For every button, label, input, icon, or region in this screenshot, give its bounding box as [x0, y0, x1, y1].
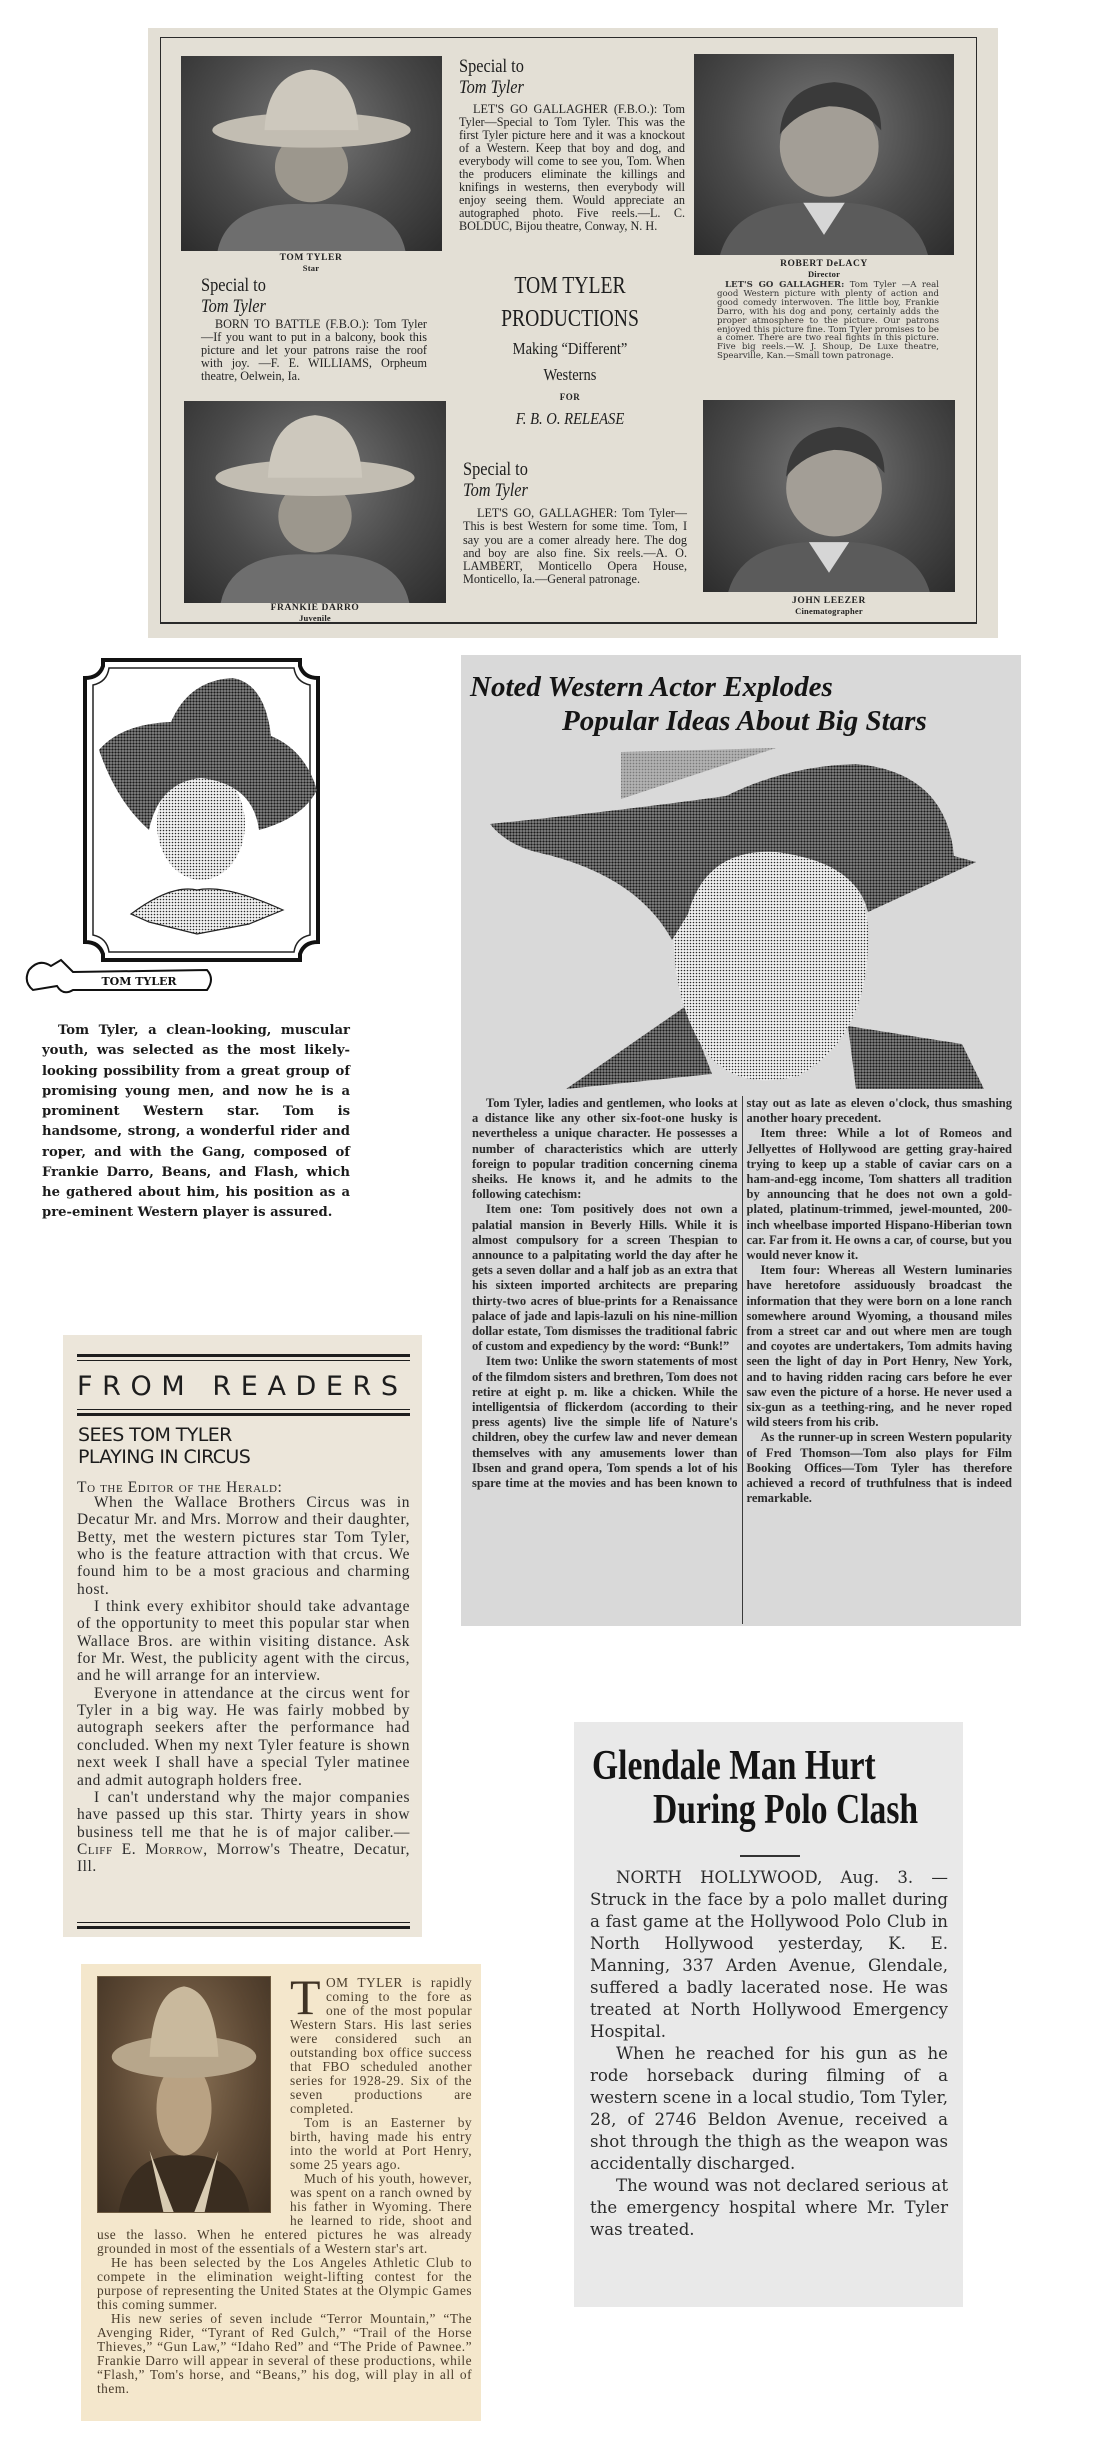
photo-tom-tyler — [181, 56, 442, 251]
review-right — [717, 281, 939, 361]
ad-title-line-1: TOM TYLER — [514, 273, 626, 299]
review-heading: Special to — [201, 275, 266, 296]
profile-text — [97, 1969, 472, 2396]
article-paragraph: As the runner-up in screen Western popularity of Fred Thomson—Tom also plays for Film Booking Offices—Tom Tyler has therefore achieved a record of truthfulness that is indeed remarkable. — [746, 1430, 1012, 1506]
letter-paragraph: When the Wallace Brothers Circus was in Decatur Mr. and Mrs. Morrow and their daughter, Betty, met the western pictures star Tom Tyler, who is the feature attraction with that crcus. We found him to be a most gracious and charming host. — [77, 1494, 410, 1598]
ad-tagline-1: Making “Different” — [512, 339, 628, 358]
profile-photo — [97, 1976, 271, 2213]
review-bottom — [463, 459, 687, 587]
caption-role: Cinematographer — [795, 606, 863, 616]
caption-role: Director — [807, 269, 841, 279]
caption-role: Juvenile — [299, 613, 331, 623]
profile-paragraph: His new series of seven include “Terror Mountain,” “The Avenging Rider, “Tyrant of Red Gulch,” “Trail of the Horse Thieves,” “Gun Law,” “Idaho Red” and “The Pride of Pawnee.” Frankie Darro will appear in several of these productions, while “Flash,” Tom's horse, and “Beans,” his dog, will play in all of them. — [97, 2311, 472, 2396]
signature-name: Cliff E. Morrow — [77, 1840, 204, 1858]
ad-release-label: F. B. O. RELEASE — [515, 409, 625, 428]
caption-name: JOHN LEEZER — [792, 596, 866, 606]
letter-body — [77, 1494, 410, 1876]
review-text — [201, 318, 427, 383]
from-readers-letter — [63, 1335, 422, 1937]
news-paragraph: NORTH HOLLYWOOD, Aug. 3. —Struck in the face by a polo mallet during a fast game at the Hollywood Polo Club in North Hollywood yesterday, K. E. Manning, 337 Arden Avenue, Glendale, suffered a badly lacerated nose. He was treated at North Hollywood Emergency Hospital. — [590, 1868, 948, 2041]
drop-cap: T — [290, 1969, 321, 2025]
article-paragraph: Item two: Unlike the sworn statements of most of the filmdom sisters and brethren, Tom does not retire at eight p. m. like a chicken. While the intelligentsia of flickerdom (according to their press agents) live the simple life of Nature's children, obey the curfew law and never demean themselves with any amusements lower than Ibsen and grand opera, Tom spends a lot of his spare time at the movies and has been known to stay out as late as eleven o'clock, thus smashing another hoary precedent. — [472, 1096, 1012, 1491]
review-top — [459, 56, 685, 233]
article-columns — [472, 1096, 1012, 1624]
divider — [77, 1360, 410, 1361]
letter-paragraph: I think every exhibitor should take advantage of the opportunity to meet this popular star when Wallace Bros. are within visiting distance. Ask for Mr. West, the publicity agent with the circus, and he will arrange for an interview. — [77, 1598, 410, 1685]
review-body: Tom Tyler—This is best Western for some time. Tom, I say you are a comer already here. The dog and boy are also fine. Six reels.—A. O. LAMBERT, Monticello Opera House, Monticello, Ia.—General patronage. — [463, 506, 687, 587]
profile-paragraph: Tom is an Easterner by birth, having made his entry into the world at Port Henry, some 25 years ago. — [290, 2115, 472, 2172]
review-subheading: Tom Tyler — [201, 296, 266, 317]
ad-title-line-2: PRODUCTIONS — [501, 306, 639, 332]
review-heading: Special to — [463, 459, 528, 480]
profile-lead: OM TYLER is rapidly coming to the fore as one of the most popular Western Stars. His last series were considered such an outstanding box office success that FBO scheduled another series for 1928-29. Six of the seven productions are completed. — [290, 1975, 472, 2116]
portrait-icon — [181, 56, 442, 251]
review-body: Tom Tyler—If you want to put in a balcony, book this picture and let your patrons raise the roof with joy. —F. E. WILLIAMS, Orpheum theatre, Oelwein, Ia. — [201, 317, 427, 383]
review-text — [463, 507, 687, 587]
newspaper-sketch-portrait — [21, 652, 331, 1002]
caption-name: TOM TYLER — [279, 253, 343, 263]
divider — [77, 1354, 410, 1357]
news-body — [590, 1867, 948, 2241]
caption-robert-delacy — [714, 259, 934, 279]
halftone-portrait-icon — [476, 744, 994, 1095]
caption-frankie-darro — [205, 603, 425, 623]
article-photo — [476, 744, 994, 1095]
review-title: LET'S GO GALLAGHER: — [725, 280, 845, 290]
divider — [77, 1409, 410, 1410]
news-headline-line-1: Glendale Man Hurt — [592, 1743, 876, 1789]
divider — [77, 1413, 410, 1416]
review-left — [201, 275, 427, 383]
review-body: Tom Tyler —A real good Western picture with plenty of action and good comedy interwoven. The little boy, Frankie Darro, with his dog and pony, certainly adds the proper atmosphere to the picture. Our patrons enjoyed this picture fine. Tom Tyler promises to be a comer. There are two real fights in this picture. Five big reels.—W. J. Shoup, De Luxe theatre, Spearville, Kan.—Small town patronage. — [717, 280, 940, 362]
article-paragraph: Item four: Whereas all Western luminaries have heretofore assiduously broadcast the information that they were born on a lone ranch somewhere around Wyoming, a thousand miles from a street car and out where men are tough and coyotes are undertakers, Tom admits having seen the light of day in Port Henry, New York, and to having ridden racing cars before he ever saw even the picture of a horse. He never used a six-gun as a teething-ring, and he never roped wild steers from his crib. — [746, 1263, 1012, 1430]
review-heading: Special to — [459, 56, 524, 77]
glendale-news-clipping — [574, 1722, 963, 2307]
caption-tom-tyler — [201, 253, 421, 273]
fbo-trade-ad-clipping — [148, 28, 998, 638]
divider — [77, 1922, 410, 1923]
article-paragraph: Item three: While a lot of Romeos and Jellyettes of Hollywood are getting gray-haired trying to keep up a stable of caviar cars on a ham-and-egg income, Tom shatters all tradition by announcing that he does not own a gold-plated, platinum-trimmed, jewel-mounted, 200-inch wheelbase imported Hispano-Hiberian town car. Far from it. He owns a car, of course, but you would never know it. — [746, 1126, 1012, 1263]
caption-john-leezer — [719, 596, 939, 616]
article-headline-line-1: Noted Western Actor Explodes — [470, 671, 833, 703]
review-title: LET'S GO, GALLAGHER: — [477, 506, 618, 520]
section-title: FROM READERS — [77, 1371, 408, 1402]
review-title: BORN TO BATTLE (F.B.O.): — [215, 317, 370, 331]
review-text — [717, 281, 939, 361]
caption-role: Star — [302, 263, 320, 273]
newspaper-blurb: Tom Tyler, a clean-looking, muscular youth, was selected as the most likely-looking possibility from a great group of promising young men, and now he is a prominent Western star. Tom is handsome, strong, a wonderful rider and roper, and with the Gang, composed of Frankie Darro, Beans, and Flash, which he gathered about him, his position as a pre-eminent Western player is assured. — [42, 1023, 350, 1221]
news-paragraph: When he reached for his gun as he rode horseback during filming of a western scene in a local studio, Tom Tyler, 28, of 2746 Beldon Avenue, received a shot through the thigh as the weapon was accidentally discharged. — [590, 2044, 948, 2173]
divider — [77, 1926, 410, 1929]
ad-for-label: FOR — [559, 392, 581, 402]
profile-paragraph: Much of his youth, however, was spent on a ranch owned by his father in Wyoming. There he learned to ride, shoot and use the lasso. When he entered pictures he was already grounded in most of the essentials of a Western star's art. — [97, 2171, 472, 2256]
letter-headline-line-1: SEES TOM TYLER — [78, 1424, 232, 1446]
closing-text: I can't understand why the major companies have passed up this star. Thirty years in show business tell me that he is of major caliber.— — [77, 1788, 410, 1841]
ad-tagline-2: Westerns — [543, 365, 597, 384]
review-subheading: Tom Tyler — [463, 480, 528, 501]
letter-closing — [77, 1789, 410, 1876]
photo-frankie-darro — [184, 401, 446, 603]
review-title: LET'S GO GALLAGHER (F.B.O.): — [473, 102, 658, 116]
review-text — [459, 103, 685, 233]
photo-john-leezer — [703, 400, 955, 592]
profile-paragraph: He has been selected by the Los Angeles Athletic Club to compete in the elimination weight-lifting contest for the purpose of representing the United States at the Olympic Games this coming summer. — [97, 2255, 472, 2312]
sketch-portrait-icon — [21, 652, 331, 1002]
letter-paragraph: Everyone in attendance at the circus went for Tyler in a big way. He was fairly mobbed by autograph seekers after the performance had concluded. When my next Tyler feature is shown next week I shall have a special Tyler matinee and admit autograph holders free. — [77, 1684, 410, 1789]
article-paragraph: Tom Tyler, ladies and gentlemen, who looks at a distance like any other six-foot-one husky is nevertheless a unique character. He possesses a number of characteristics which are utterly foreign to popular tradition concerning cinema sheiks. He knows it, and he admits to the following catechism: — [472, 1096, 738, 1202]
review-body: Tom Tyler—Special to Tom Tyler. This was the first Tyler picture here and it was a knockout of a Western. Keep that boy and dog, and everybody will come to see you, Tom. When the producers eliminate the killings and knifings in westerns, then everybody will enjoy seeing them. Would appreciate an autographed photo. Five reels.—L. C. BOLDUC, Bijou theatre, Conway, N. H. — [459, 102, 685, 233]
portrait-icon — [694, 54, 954, 255]
portrait-icon — [703, 400, 955, 592]
portrait-icon — [184, 401, 446, 603]
photo-robert-delacy — [694, 54, 954, 255]
letter-headline-line-2: PLAYING IN CIRCUS — [78, 1446, 251, 1468]
article-headline-line-2: Popular Ideas About Big Stars — [562, 705, 927, 737]
letter-salutation: To the Editor of the Herald: — [77, 1479, 283, 1496]
headline-rule — [740, 1855, 800, 1857]
article-paragraph: Item one: Tom positively does not own a palatial mansion in Beverly Hills. While it is almost compulsory for a screen Thespian to announce to a palpitating world the day after he gets a seven dollar and a half job as an extra that his sixteen imported architects are preparing thirty-two acres of blue-prints for a Renaissance palace of jade and lapis-lazuli on his nine-million dollar estate, Tom dismisses the traditional fabric of custom and expediency by the word: “Bunk!” — [472, 1202, 738, 1354]
sepia-portrait-icon — [98, 1977, 270, 2212]
news-paragraph: The wound was not declared serious at the emergency hospital where Mr. Tyler was treated. — [590, 2176, 948, 2239]
news-headline-line-2: During Polo Clash — [653, 1787, 919, 1833]
sketch-banner-label: TOM TYLER — [101, 975, 177, 988]
review-subheading: Tom Tyler — [459, 77, 524, 98]
tyler-profile-article — [81, 1964, 481, 2421]
noted-western-article — [461, 655, 1021, 1626]
caption-name: ROBERT DeLACY — [780, 259, 868, 269]
caption-name: FRANKIE DARRO — [270, 603, 360, 613]
signature-location: , Morrow's Theatre, Decatur, Ill. — [77, 1840, 410, 1876]
